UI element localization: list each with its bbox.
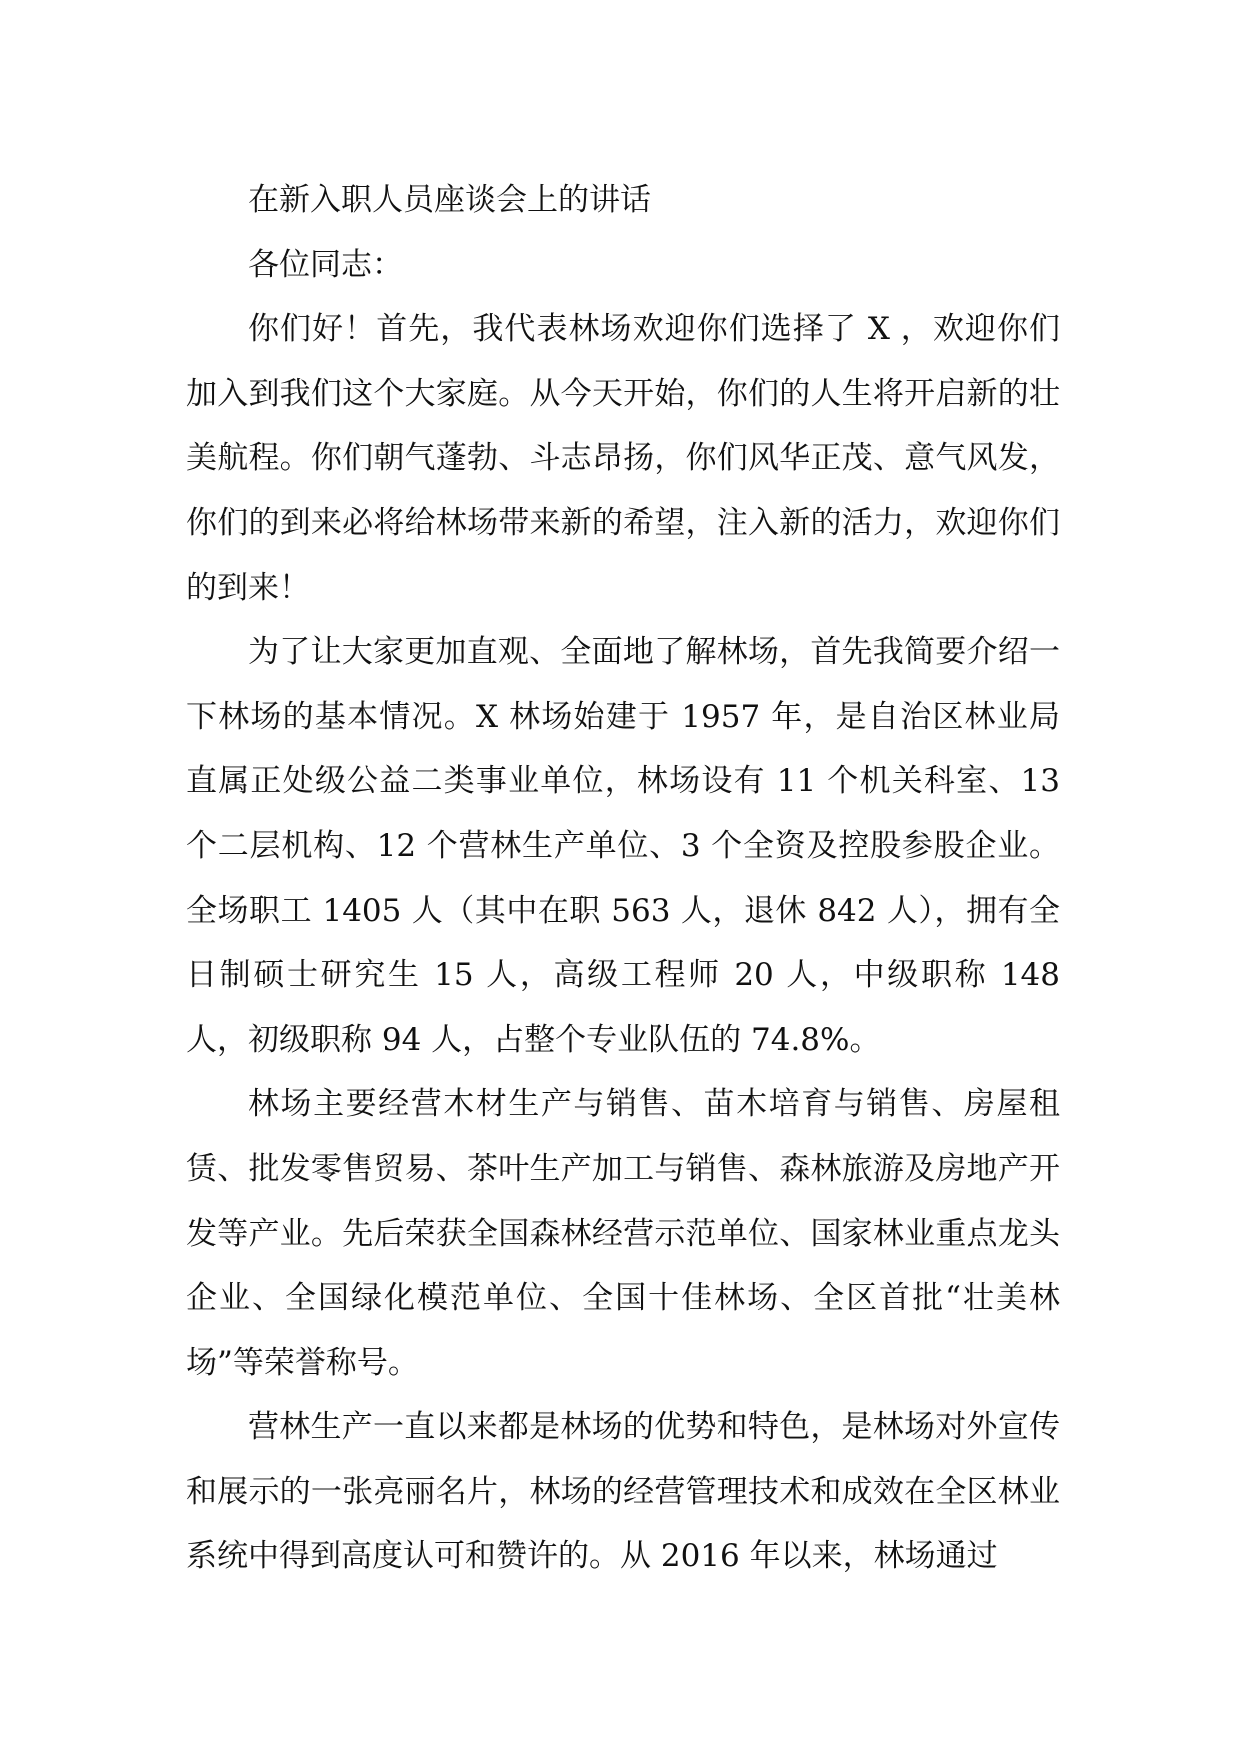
- speech-title: 在新入职人员座谈会上的讲话: [248, 182, 651, 218]
- salutation: 各位同志：: [248, 246, 403, 283]
- document-body: [186, 168, 1060, 1589]
- paragraph-business: 林场主要经营木材生产与销售、苗木培育与销售、房屋租赁、批发零售贸易、茶叶生产加工与销售、森林旅游及房地产开发等产业。先后荣获全国森林经营示范单位、国家林业重点龙头企业、全国绿化模范单位、全国十佳林场、全区首批“壮美林场”等荣誉称号。: [186, 1086, 1060, 1381]
- paragraph-forestry: 营林生产一直以来都是林场的优势和特色，是林场对外宣传和展示的一张亮丽名片，林场的经营管理技术和成效在全区林业系统中得到高度认可和赞许的。从 2016 年以来，林场通过: [186, 1409, 1060, 1575]
- paragraph-welcome: 你们好！首先，我代表林场欢迎你们选择了 X ，欢迎你们加入到我们这个大家庭。从今天开始，你们的人生将开启新的壮美航程。你们朝气蓬勃、斗志昂扬，你们风华正茂、意气风发，你们的到来必将给林场带来新的希望，注入新的活力，欢迎你们的到来！: [186, 311, 1060, 606]
- paragraph-overview: 为了让大家更加直观、全面地了解林场，首先我简要介绍一下林场的基本情况。X 林场始建于 1957 年，是自治区林业局直属正处级公益二类事业单位，林场设有 11 个机关科室、13 个二层机构、12 个营林生产单位、3 个全资及控股参股企业。全场职工 1405 人（其中在职 563 人，退休 842 人），拥有全日制硕士研究生 15 人，高级工程师 20 人，中级职称 148 人，初级职称 94 人，占整个专业队伍的 74.8%。: [186, 634, 1060, 1058]
